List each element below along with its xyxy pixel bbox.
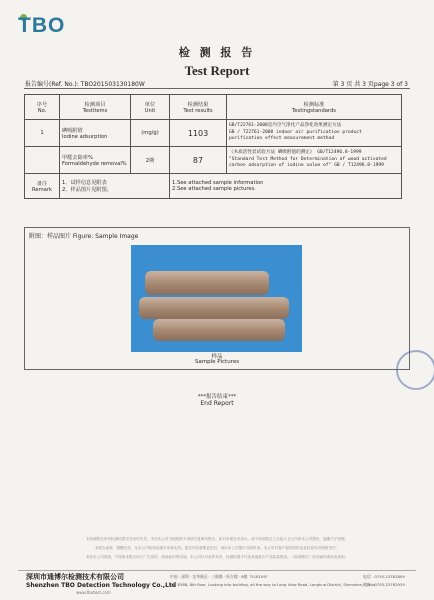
header-unit: 单位 Unit: [131, 95, 170, 120]
photo-caption-en: Sample Pictures: [194, 359, 240, 365]
row-no: 1: [25, 120, 60, 147]
header-items: 检测项目 Testitems: [60, 95, 131, 120]
row-item: 碘吸附值 Iodine adsurption: [60, 120, 131, 147]
disclaimer-line: 未经本公司同意，不得将本报告用于广告宣传、商品标识等用途。本公司仅对来样负责，检测结果不代表其他批次产品质量情况。《检测报告》如有疑问请致电查询。: [85, 555, 349, 559]
ref-label: 报告编号(Ref. No.):: [25, 81, 79, 88]
table-header-row: [25, 95, 402, 120]
header-divider: [24, 88, 410, 89]
row-result: 87: [170, 147, 227, 174]
row-no: [25, 147, 60, 174]
row-standard: GB/T22761-2008室内空气净化产品净化效果测定方法 GB / T22761-2008 indoor air purification product purification effect measurement method: [227, 120, 402, 147]
row-standard: 《木质活性炭试验方法 碘吸附值的测定》 GB/T12496.8-1999 "Standard Test Method for Determination of wood activated carbon adsorption of iodine value of" GB / T12496.8-1999: [227, 147, 402, 174]
photo-caption-cn: 样品: [211, 354, 223, 360]
disclaimer-line: 本报告涂改、增删无效，无本公司检验检测专用章无效。报告内容需要更正时，请向本公司提出书面申请。本公司对客户提供的样品及信息负有保密责任。: [94, 546, 340, 550]
results-table: [24, 94, 402, 199]
remark-row: [25, 174, 402, 199]
telephone: 电话：0755-23762809: [363, 574, 405, 579]
address-en: No. 8368, 8th floor, Looking into building, all the way to Long View Road, Longhua District, Shenzhen, China: [170, 582, 376, 587]
header-standards: 检测标准 Testingstandards: [227, 95, 402, 120]
end-report-cn: ***报告结束***: [197, 394, 237, 400]
sample-figure: [24, 227, 410, 370]
ref-number: [25, 79, 145, 88]
sample-photo: [131, 245, 302, 352]
company-name-en: Shenzhen TBO Detection Technology Co.,Ltd: [26, 582, 177, 589]
row-item: 甲醛去除率% Formaldehyde removal%: [60, 147, 131, 174]
table-row: [25, 120, 402, 147]
header-results: 检测结果 Test results: [170, 95, 227, 120]
company-name-cn: 深圳市通博尔检测技术有限公司: [26, 573, 124, 581]
figure-caption: 附图：样品图片 Figure: Sample Image: [29, 233, 139, 240]
row-unit: 2期: [131, 147, 170, 174]
logo-text: TBO: [18, 14, 66, 37]
remark-cn: 1、试样信息见附表 2、样品图片见附图。: [60, 174, 170, 199]
ref-value: TBO201503130180W: [80, 81, 145, 88]
remark-en: 1.See attached sample information 2.See attached sample pictures.: [170, 174, 402, 199]
disclaimer-line: 本检测报告所列检测结果仅对来样负责，未经本公司书面批准不得部分复制本报告。如对本报告有异议，请于收到报告之日起十五日内向本公司提出，逾期不予受理。: [85, 537, 349, 541]
row-unit: (mg/g): [131, 120, 170, 147]
table-row: [25, 147, 402, 174]
website: www.tbotest.com: [76, 590, 111, 595]
row-result: 1103: [170, 120, 227, 147]
header-no: 序号 No.: [25, 95, 60, 120]
page-info: 第 3 页 共 3 页page 3 of 3: [332, 81, 408, 88]
remark-label: 备注 Remark: [25, 174, 60, 199]
company-seal: [396, 350, 434, 390]
report-title-en: Test Report: [184, 63, 250, 78]
fax: 传真：0755-23762939: [363, 582, 405, 587]
report-title-cn: 检 测 报 告: [178, 46, 256, 59]
address-cn: 中国 · 深圳 · 龙华新区 · 三联路 · 旺吉楼 · 8楼（518109）: [170, 574, 270, 579]
end-report-en: End Report: [200, 400, 234, 407]
footer: [18, 570, 416, 597]
